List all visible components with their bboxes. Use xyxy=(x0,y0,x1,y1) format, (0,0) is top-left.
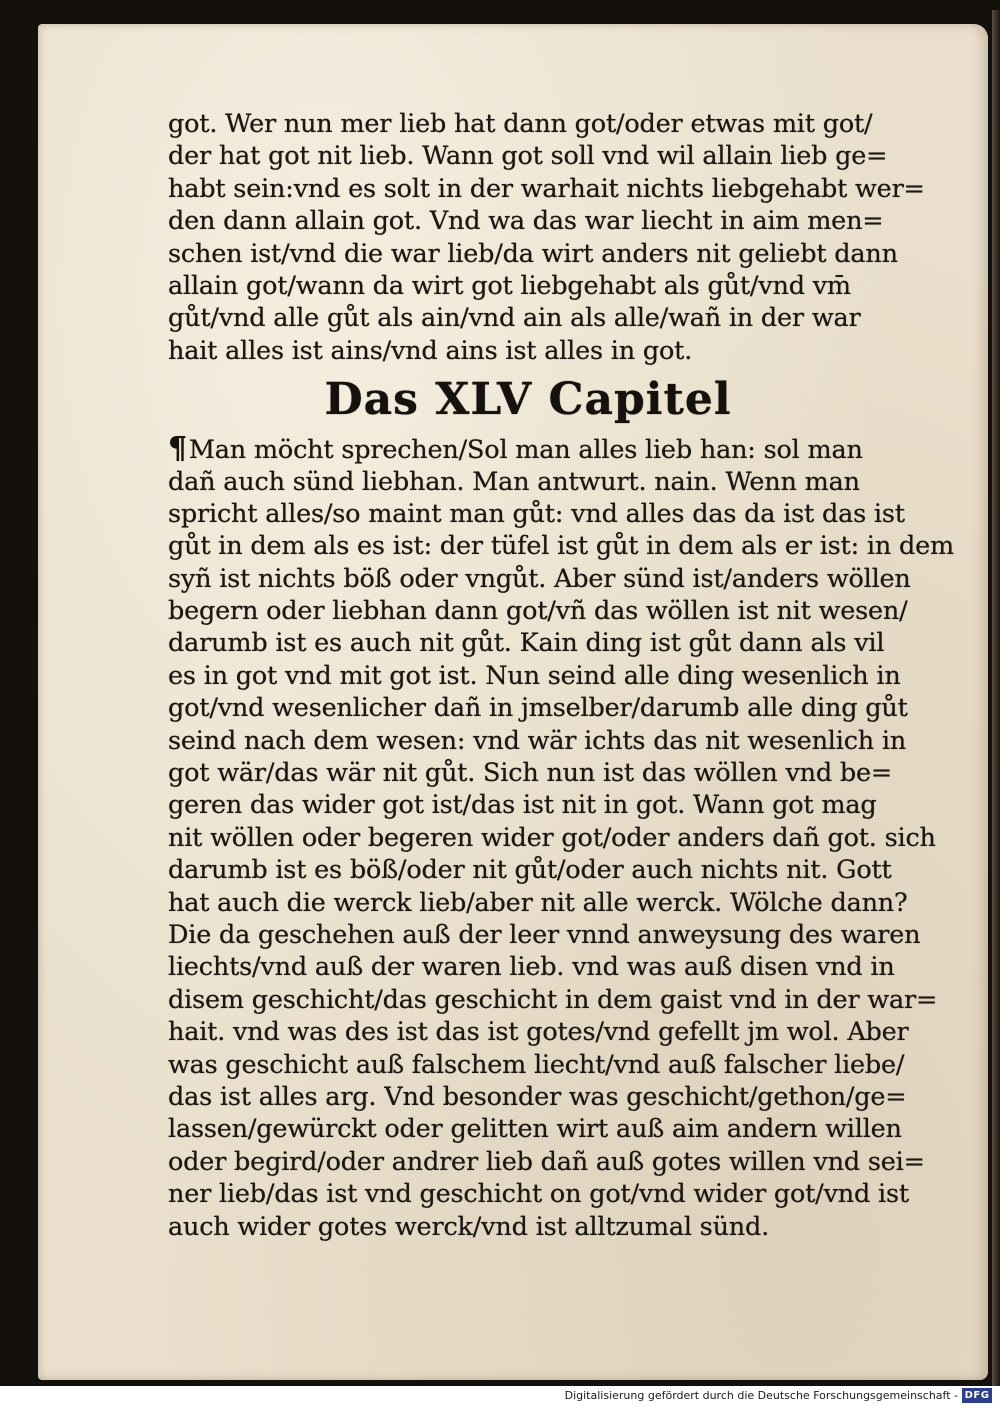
text-line: auch wider gotes werck/vnd ist alltzumal sünd. xyxy=(168,1211,770,1242)
text-line: lassen/gewürckt oder gelitten wirt auß aim andern willen xyxy=(168,1114,902,1145)
text-line: Die da geschehen auß der leer vnnd anweysung des waren xyxy=(168,919,921,950)
text-line: gůt/vnd alle gůt als ain/vnd ain als alle/wañ in der war xyxy=(168,303,861,334)
text-line: begern oder liebhan dann got/vñ das wöllen ist nit wesen/ xyxy=(168,596,908,627)
text-line: got wär/das wär nit gůt. Sich nun ist das wöllen vnd be= xyxy=(168,758,893,789)
chapter-heading: Das XLV Capitel xyxy=(324,374,732,426)
text-line: hat auch die werck lieb/aber nit alle werck. Wölche dann? xyxy=(168,887,908,918)
text-line: dañ auch sünd liebhan. Man antwurt. nain. Wenn man xyxy=(168,466,860,497)
page-edge-shadow xyxy=(992,10,1000,1386)
text-line: schen ist/vnd die war lieb/da wirt anders nit geliebt dann xyxy=(168,238,898,269)
text-line: hait alles ist ains/vnd ains ist alles in got. xyxy=(168,335,693,366)
pilcrow-mark: ¶ xyxy=(168,431,187,467)
text-line: got/vnd wesenlicher dañ in jmselber/darumb alle ding gůt xyxy=(168,693,908,724)
text-line: nit wöllen oder begeren wider got/oder anders dañ got. sich xyxy=(168,822,936,853)
text-line: gůt in dem als es ist: der tüfel ist gůt in dem als er ist: in dem xyxy=(168,531,954,562)
text-line: seind nach dem wesen: vnd wär ichts das nit wesenlich in xyxy=(168,725,907,756)
text-line: geren das wider got ist/das ist nit in got. Wann got mag xyxy=(168,790,877,821)
text-line: allain got/wann da wirt got liebgehabt als gůt/vnd vm̄ xyxy=(168,270,851,301)
text-line: ner lieb/das ist vnd geschicht on got/vnd wider got/vnd ist xyxy=(168,1179,909,1210)
footer-bar xyxy=(0,1386,1000,1406)
text-line: spricht alles/so maint man gůt: vnd alles das da ist das ist xyxy=(168,498,905,529)
text-line: oder begird/oder andrer lieb dañ auß gotes willen vnd sei= xyxy=(168,1146,925,1177)
page-text-block xyxy=(168,108,954,1243)
text-line: disem geschicht/das geschicht in dem gaist vnd in der war= xyxy=(168,984,938,1015)
text-line: darumb ist es böß/oder nit gůt/oder auch nichts nit. Gott xyxy=(168,855,892,886)
text-line: syñ ist nichts böß oder vngůt. Aber sünd ist/anders wöllen xyxy=(168,563,911,594)
text-line: es in got vnd mit got ist. Nun seind alle ding wesenlich in xyxy=(168,660,901,691)
text-line: das ist alles arg. Vnd besonder was geschicht/gethon/ge= xyxy=(168,1081,907,1112)
text-line: habt sein:vnd es solt in der warhait nichts liebgehabt wer= xyxy=(168,173,925,204)
dfg-logo[interactable]: DFG xyxy=(962,1388,992,1403)
text-line: liechts/vnd auß der waren lieb. vnd was auß disen vnd in xyxy=(168,952,895,983)
text-line: darumb ist es auch nit gůt. Kain ding ist gůt dann als vil xyxy=(168,628,885,659)
text-line: got. Wer nun mer lieb hat dann got/oder etwas mit got/ xyxy=(168,109,873,139)
text-line-content: Man möcht sprechen/Sol man alles lieb han: sol man xyxy=(188,435,863,466)
text-line-first xyxy=(168,433,928,465)
text-line: was geschicht auß falschem liecht/vnd auß falscher liebe/ xyxy=(168,1049,905,1080)
text-line: den dann allain got. Vnd wa das war liecht in aim men= xyxy=(168,206,884,237)
text-line: hait. vnd was des ist das ist gotes/vnd gefellt jm wol. Aber xyxy=(168,1017,909,1048)
text-line: der hat got nit lieb. Wann got soll vnd wil allain lieb ge= xyxy=(168,141,888,172)
funding-credit: Digitalisierung gefördert durch die Deutsche Forschungsgemeinschaft - xyxy=(564,1389,958,1402)
